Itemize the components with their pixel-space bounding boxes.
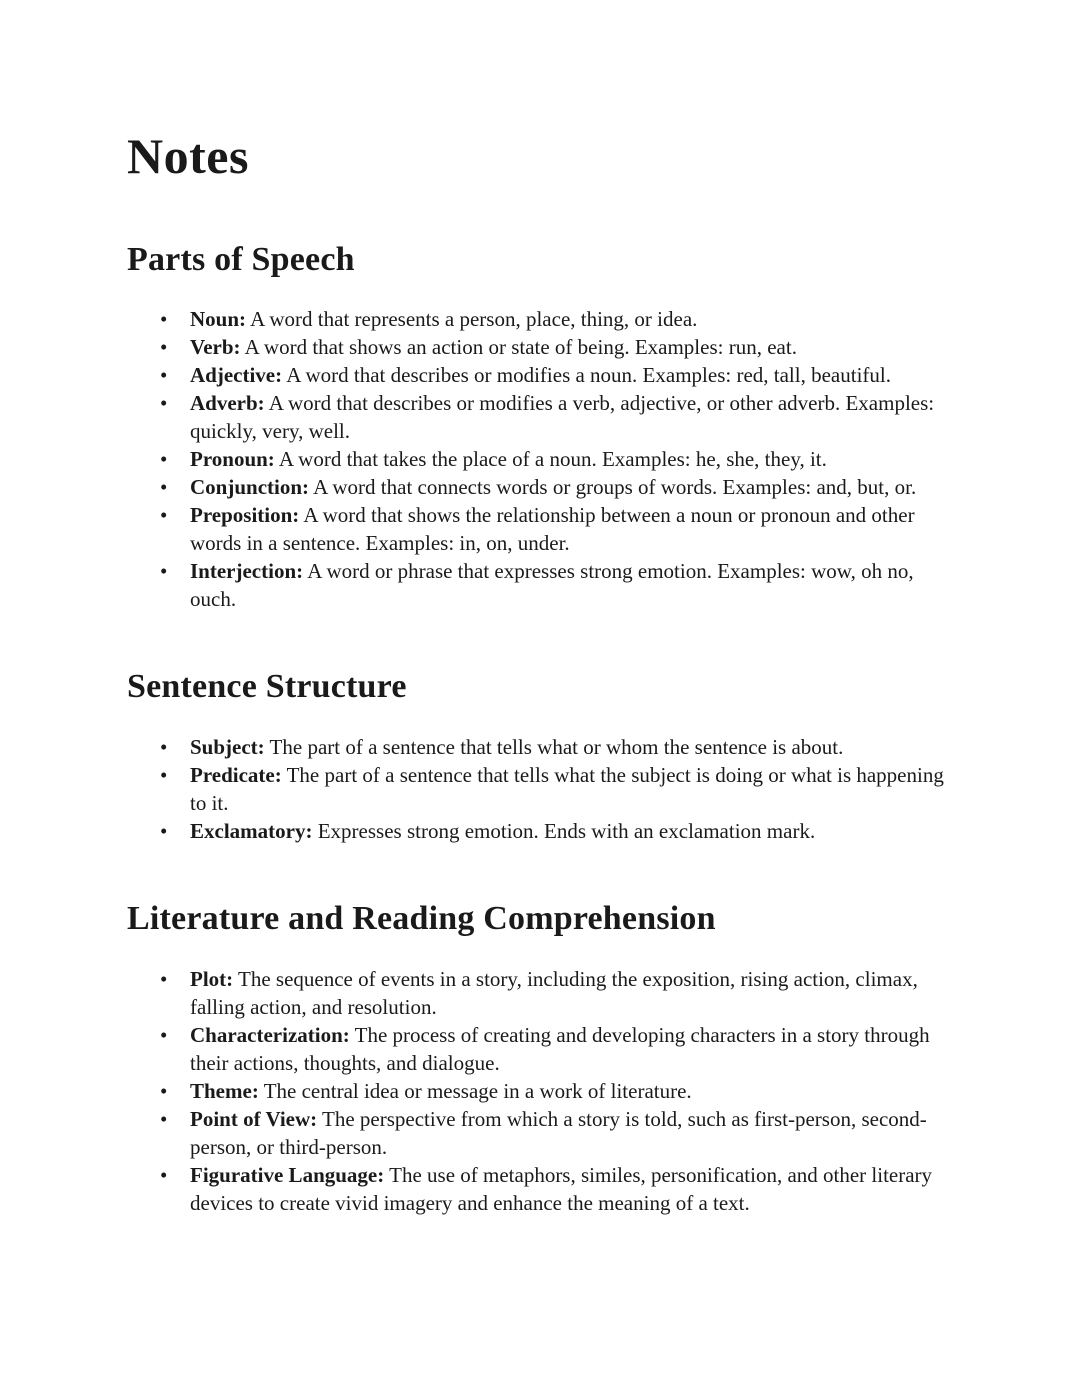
bullet-marker-icon: • [160,475,168,500]
bullet-marker-icon: • [160,307,168,332]
term-label: Theme: [190,1078,259,1103]
list-item [127,333,950,361]
term-definition: The perspective from which a story is told, such as first-person, second-person, or third-person. [190,1106,927,1159]
term-definition: Expresses strong emotion. Ends with an exclamation mark. [312,819,816,844]
term-definition: A word that represents a person, place, thing, or idea. [246,307,698,332]
term-definition: The central idea or message in a work of literature. [258,1078,692,1103]
term-definition: The sequence of events in a story, including the exposition, rising action, climax, falling action, and resolution. [190,966,918,1019]
list-item [127,473,950,501]
list-item [127,761,950,817]
term-definition: A word that shows an action or state of being. Examples: run, eat. [240,335,797,360]
term-label: Interjection: [190,559,304,584]
term-label: Conjunction: [190,475,310,500]
bullet-list [127,305,950,613]
term-definition: A word that describes or modifies a verb, adjective, or other adverb. Examples: quickly, very, well. [190,391,935,444]
term-definition: The part of a sentence that tells what the subject is doing or what is happening to it. [190,763,944,816]
list-item [127,733,950,761]
term-label: Exclamatory: [190,819,313,844]
bullet-marker-icon: • [160,559,168,584]
bullet-marker-icon: • [160,1078,168,1103]
bullet-list [127,965,950,1217]
term-definition: A word or phrase that expresses strong emotion. Examples: wow, oh no, ouch. [190,559,914,612]
term-label: Point of View: [190,1106,318,1131]
bullet-marker-icon: • [160,819,168,844]
document-section [127,667,950,845]
list-item [127,817,950,845]
list-item [127,1105,950,1161]
list-item [127,445,950,473]
bullet-marker-icon: • [160,363,168,388]
bullet-list [127,733,950,845]
term-label: Predicate: [190,763,282,788]
list-item [127,1161,950,1217]
term-label: Subject: [190,735,265,760]
list-item [127,1077,950,1105]
term-definition: A word that shows the relationship between a noun or pronoun and other words in a sentence. Examples: in, on, under. [190,503,915,556]
bullet-marker-icon: • [160,735,168,760]
sections-container [127,240,950,1217]
term-label: Figurative Language: [190,1162,385,1187]
bullet-marker-icon: • [160,966,168,991]
section-heading: Literature and Reading Comprehension [127,900,716,938]
term-definition: The use of metaphors, similes, personification, and other literary devices to create vivid imagery and enhance the meaning of a text. [190,1162,933,1215]
term-label: Plot: [190,966,234,991]
bullet-marker-icon: • [160,447,168,472]
page-title: Notes [127,128,249,184]
term-label: Adverb: [190,391,265,416]
term-definition: The part of a sentence that tells what or whom the sentence is about. [264,735,844,760]
bullet-marker-icon: • [160,335,168,360]
bullet-marker-icon: • [160,1106,168,1131]
list-item [127,557,950,613]
list-item [127,1021,950,1077]
term-label: Preposition: [190,503,300,528]
bullet-marker-icon: • [160,1022,168,1047]
document-section [127,899,950,1217]
term-label: Noun: [190,307,247,332]
list-item [127,361,950,389]
term-label: Pronoun: [190,447,275,472]
bullet-marker-icon: • [160,763,168,788]
bullet-marker-icon: • [160,1162,168,1187]
list-item [127,965,950,1021]
term-label: Adjective: [190,363,283,388]
term-label: Verb: [190,335,241,360]
list-item [127,389,950,445]
term-definition: A word that takes the place of a noun. Examples: he, she, they, it. [274,447,827,472]
document-section [127,240,950,614]
term-definition: The process of creating and developing characters in a story through their actions, thoughts, and dialogue. [190,1022,930,1075]
list-item [127,501,950,557]
list-item [127,305,950,333]
term-definition: A word that describes or modifies a noun. Examples: red, tall, beautiful. [282,363,891,388]
bullet-marker-icon: • [160,391,168,416]
section-heading: Parts of Speech [127,240,355,278]
term-label: Characterization: [190,1022,350,1047]
term-definition: A word that connects words or groups of words. Examples: and, but, or. [309,475,917,500]
section-heading: Sentence Structure [127,668,407,706]
bullet-marker-icon: • [160,503,168,528]
